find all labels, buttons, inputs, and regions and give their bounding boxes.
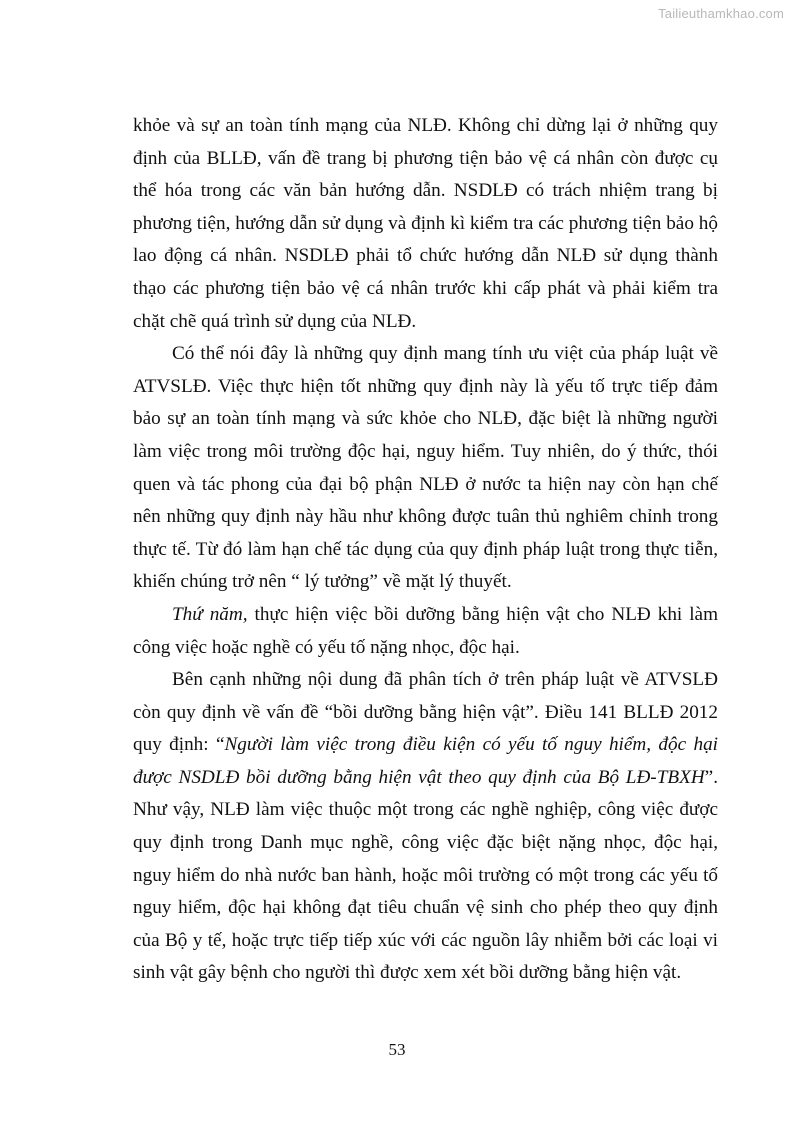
paragraph-3-lead: Thứ năm, [172, 603, 248, 625]
paragraph-4-end: ”. Như vậy, NLĐ làm việc thuộc một trong các nghề nghiệp, công việc được quy định trong Danh mục nghề, công việc đặc biệt nặng nhọc, độc hại, nguy hiểm do nhà nước ban hành, hoặc môi trường có một trong các yếu tố nguy hiểm, độc hại không đạt tiêu chuẩn vệ sinh cho phép theo quy định của Bộ y tế, hoặc trực tiếp tiếp xúc với các nguồn lây nhiễm bởi các loại vi sinh vật gây bệnh cho người thì được xem xét bồi dưỡng bằng hiện vật. [133, 766, 718, 984]
page-number: 53 [388, 1040, 406, 1059]
paragraph-3-rest: thực hiện việc bồi dưỡng bằng hiện vật cho NLĐ khi làm công việc hoặc nghề có yếu tố nặng nhọc, độc hại. [133, 603, 718, 658]
paragraph-3 [133, 599, 718, 664]
document-body [133, 110, 718, 990]
paragraph-1: khỏe và sự an toàn tính mạng của NLĐ. Không chỉ dừng lại ở những quy định của BLLĐ, vấn đề trang bị phương tiện bảo vệ cá nhân còn được cụ thể hóa trong các văn bản hướng dẫn. NSDLĐ có trách nhiệm trang bị phương tiện, hướng dẫn sử dụng và định kì kiểm tra các phương tiện bảo hộ lao động cá nhân. NSDLĐ phải tổ chức hướng dẫn NLĐ sử dụng thành thạo các phương tiện bảo vệ cá nhân trước khi cấp phát và phải kiểm tra chặt chẽ quá trình sử dụng của NLĐ. [133, 115, 718, 332]
paragraph-2: Có thể nói đây là những quy định mang tính ưu việt của pháp luật về ATVSLĐ. Việc thực hiện tốt những quy định này là yếu tố trực tiếp đảm bảo sự an toàn tính mạng và sức khỏe cho NLĐ, đặc biệt là những người làm việc trong môi trường độc hại, nguy hiểm. Tuy nhiên, do ý thức, thói quen và tác phong của đại bộ phận NLĐ ở nước ta hiện nay còn hạn chế nên những quy định này hầu như không được tuân thủ nghiêm chỉnh trong thực tế. Từ đó làm hạn chế tác dụng của quy định pháp luật trong thực tiễn, khiến chúng trở nên “ lý tưởng” về mặt lý thuyết. [133, 343, 718, 593]
paragraph-4 [133, 664, 718, 990]
paragraph-4-quote: Người làm việc trong điều kiện có yếu tố nguy hiểm, độc hại được NSDLĐ bồi dưỡng bằng hiện vật theo quy định của Bộ LĐ-TBXH [133, 734, 718, 788]
paragraph-4-start: Bên cạnh những nội dung đã phân tích ở trên pháp luật về ATVSLĐ còn quy định về vấn đề “bồi dưỡng bằng hiện vật”. Điều 141 BLLĐ 2012 quy định: “ [133, 669, 718, 756]
watermark: Tailieuthamkhao.com [658, 6, 784, 21]
